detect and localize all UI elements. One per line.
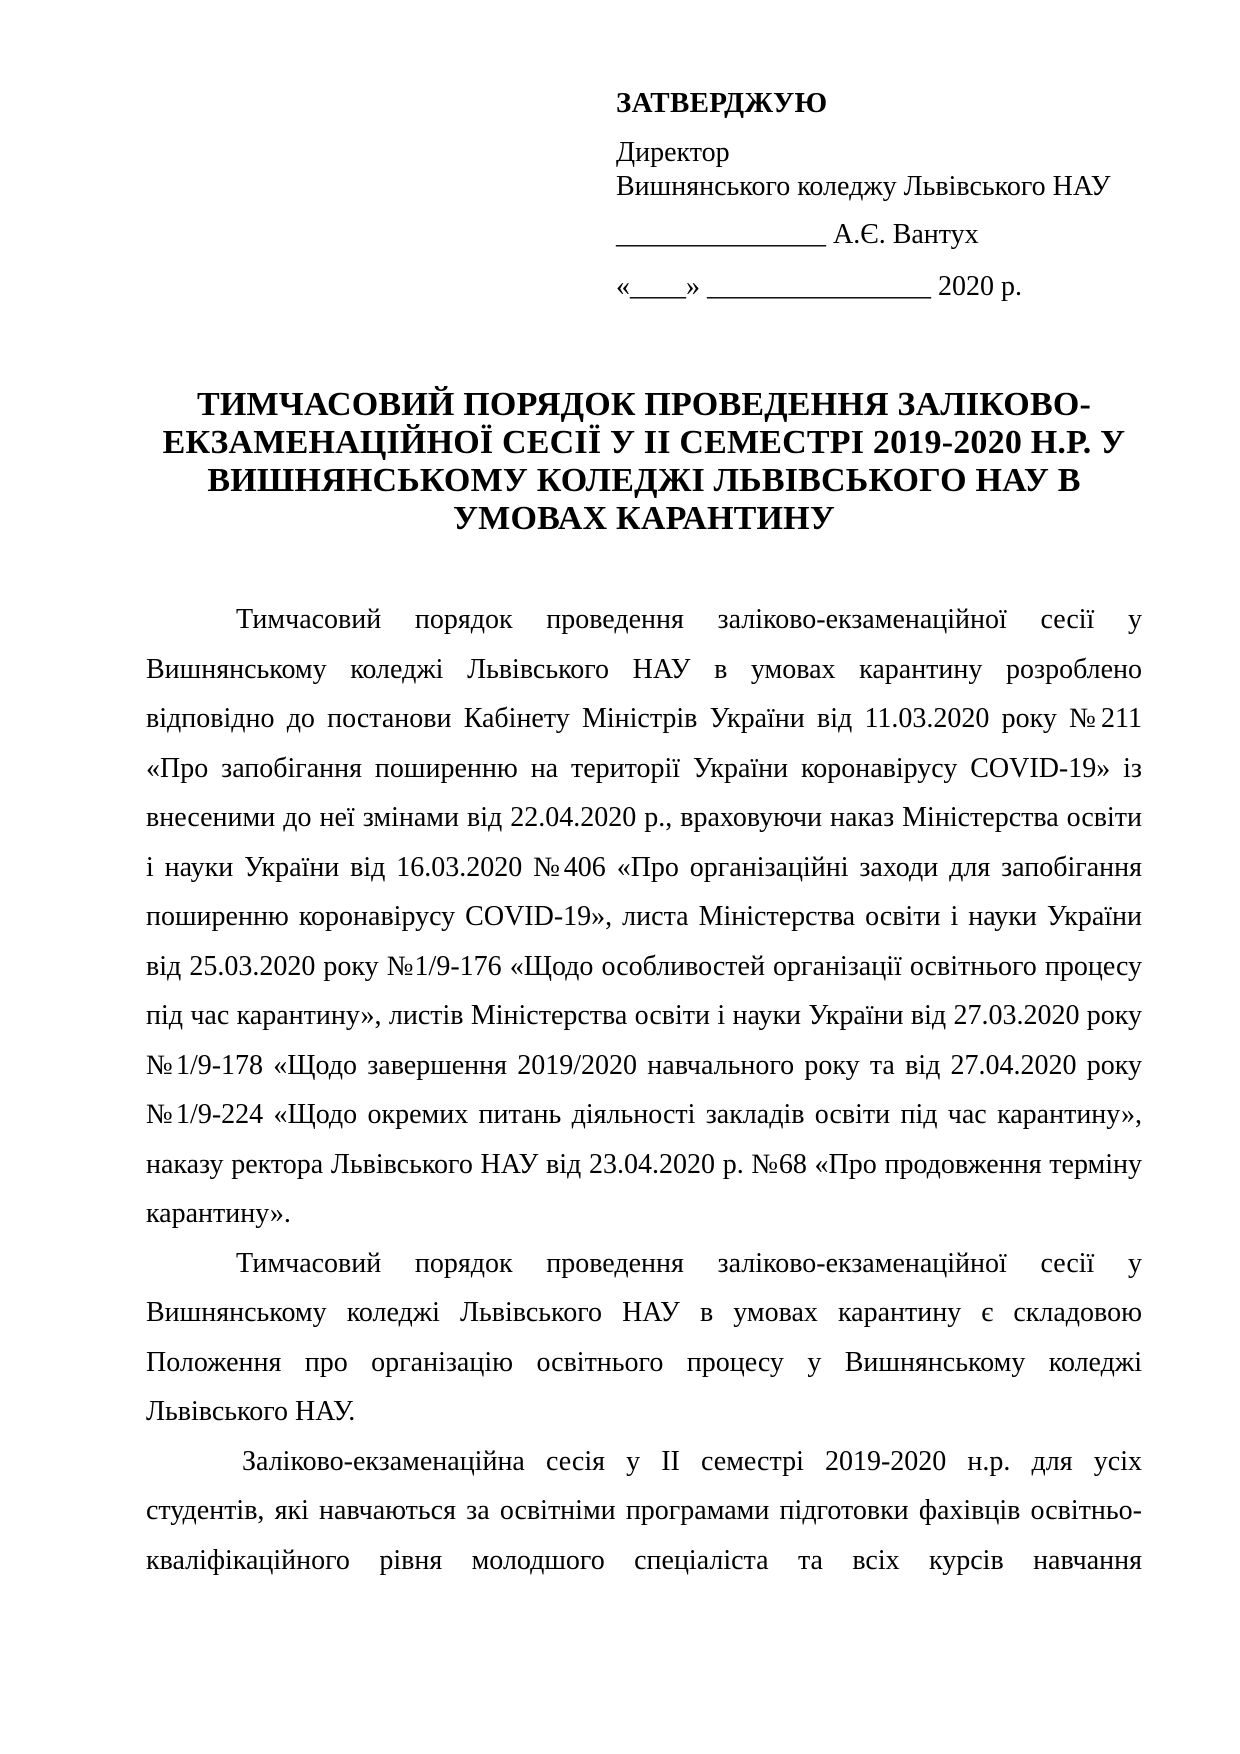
- document-body: [146, 595, 1142, 1585]
- body-paragraph: Тимчасовий порядок проведення заліково-екзаменаційної сесії у Вишнянському коледжі Львівського НАУ в умовах карантину розроблено відповідно до постанови Кабінету Міністрів України від 11.03.2020 року №211 «Про запобігання поширенню на території України коронавірусу COVID-19» із внесеними до неї змінами від 22.04.2020 р., враховуючи наказ Міністерства освіти і науки України від 16.03.2020 №406 «Про організаційні заходи для запобігання поширенню коронавірусу COVID-19», листа Міністерства освіти і науки України від 25.03.2020 року №1/9-176 «Щодо особливостей організації освітнього процесу під час карантину», листів Міністерства освіти і науки України від 27.03.2020 року №1/9-178 «Щодо завершення 2019/2020 навчального року та від 27.04.2020 року №1/9-224 «Щодо окремих питань діяльності закладів освіти під час карантину», наказу ректора Львівського НАУ від 23.04.2020 р. №68 «Про продовження терміну карантину».: [146, 604, 1142, 1229]
- approver-organization: Вишнянського коледжу Львівського НАУ: [616, 171, 1111, 202]
- title-line: ВИШНЯНСЬКОМУ КОЛЕДЖІ ЛЬВІВСЬКОГО НАУ В: [207, 462, 1081, 499]
- body-paragraph: Тимчасовий порядок проведення заліково-екзаменаційної сесії у Вишнянському коледжі Львівського НАУ в умовах карантину є складовою Положення про організацію освітнього процесу у Вишнянському коледжі Львівського НАУ.: [146, 1247, 1142, 1427]
- title-line: ТИМЧАСОВИЙ ПОРЯДОК ПРОВЕДЕННЯ ЗАЛІКОВО-: [196, 386, 1091, 423]
- title-line: УМОВАХ КАРАНТИНУ: [453, 500, 835, 537]
- date-line: «____» ________________ 2020 р.: [616, 271, 1022, 302]
- title-line: ЕКЗАМЕНАЦІЙНОЇ СЕСІЇ У ІІ СЕМЕСТРІ 2019-2020 Н.Р. У: [162, 424, 1126, 461]
- approver-position: Директор: [616, 137, 730, 168]
- document-title: [150, 386, 1138, 538]
- approval-title: ЗАТВЕРДЖУЮ: [616, 87, 828, 119]
- body-paragraph: Заліково-екзаменаційна сесія у ІІ семестрі 2019-2020 н.р. для усіх студентів, які навчаються за освітніми програмами підготовки фахівців освітньо-кваліфікаційного рівня молодшого спеціаліста та всіх курсів навчання: [146, 1445, 1142, 1576]
- signature-line: _______________ А.Є. Вантух: [616, 219, 979, 250]
- approval-block: [616, 86, 1176, 304]
